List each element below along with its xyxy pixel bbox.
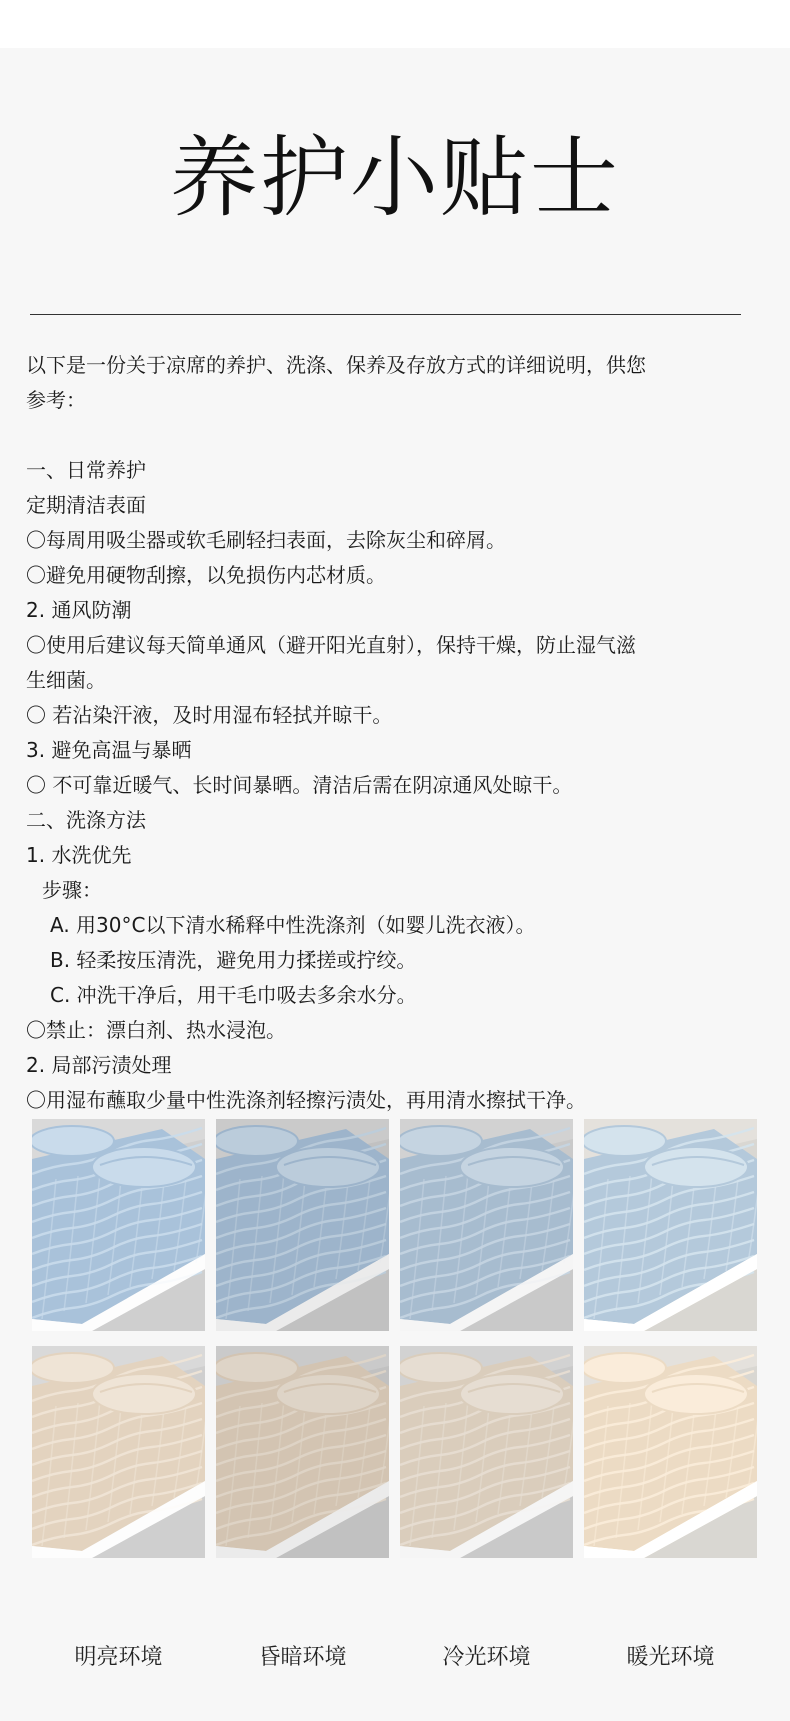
lighting-captions — [32, 1640, 757, 1671]
bed-mat-beige-icon — [216, 1346, 389, 1558]
title-divider — [30, 314, 741, 315]
bullet-item: 〇禁止：漂白剂、热水浸泡。 — [26, 1018, 286, 1042]
bullet-item: 〇 不可靠近暖气、长时间暴晒。清洁后需在阴凉通风处晾干。 — [26, 773, 573, 797]
subheading: 3. 避免高温与暴晒 — [26, 738, 192, 762]
photo-row-blue — [32, 1119, 757, 1331]
photo-row-beige — [32, 1346, 757, 1558]
page-title: 养护小贴士 — [169, 126, 620, 229]
blue-mat-photo — [584, 1119, 757, 1331]
subheading: 2. 局部污渍处理 — [26, 1053, 172, 1077]
caption-warm: 暖光环境 — [626, 1645, 715, 1670]
steps-label: 步骤： — [42, 878, 102, 902]
beige-mat-photo — [216, 1346, 389, 1558]
bed-mat-blue-icon — [400, 1119, 573, 1331]
blue-mat-photo — [400, 1119, 573, 1331]
intro-line: 参考： — [26, 388, 86, 412]
caption-cool: 冷光环境 — [442, 1645, 531, 1670]
bed-mat-beige-icon — [32, 1346, 205, 1558]
bullet-item: 〇避免用硬物刮擦，以免损伤内芯材质。 — [26, 563, 386, 587]
spacer — [26, 418, 756, 453]
subheading: 1. 水洗优先 — [26, 843, 132, 867]
step-item: B. 轻柔按压清洗，避免用力揉搓或拧绞。 — [50, 948, 417, 972]
bullet-item: 〇每周用吸尘器或软毛刷轻扫表面，去除灰尘和碎屑。 — [26, 528, 506, 552]
bed-mat-blue-icon — [32, 1119, 205, 1331]
step-item: C. 冲洗干净后，用干毛巾吸去多余水分。 — [50, 983, 417, 1007]
bed-mat-beige-icon — [400, 1346, 573, 1558]
beige-mat-photo — [400, 1346, 573, 1558]
top-bar — [0, 0, 790, 48]
subheading: 定期清洁表面 — [26, 493, 146, 517]
subheading: 2. 通风防潮 — [26, 598, 132, 622]
bed-mat-beige-icon — [584, 1346, 757, 1558]
step-item: A. 用30°C以下清水稀释中性洗涤剂（如婴儿洗衣液）。 — [50, 913, 536, 937]
beige-mat-photo — [32, 1346, 205, 1558]
caption-bright: 明亮环境 — [74, 1645, 163, 1670]
intro-line: 以下是一份关于凉席的养护、洗涤、保养及存放方式的详细说明，供您 — [26, 353, 646, 377]
bed-mat-blue-icon — [216, 1119, 389, 1331]
bullet-item: 〇使用后建议每天简单通风（避开阳光直射），保持干燥，防止湿气滋 — [26, 633, 636, 657]
caption-dim: 昏暗环境 — [258, 1645, 347, 1670]
beige-mat-photo — [584, 1346, 757, 1558]
blue-mat-photo — [32, 1119, 205, 1331]
section-heading: 二、洗涤方法 — [26, 808, 146, 832]
bullet-item-continued: 生细菌。 — [26, 668, 106, 692]
blue-mat-photo — [216, 1119, 389, 1331]
photo-grid — [32, 1119, 757, 1573]
section-heading: 一、日常养护 — [26, 458, 146, 482]
bed-mat-blue-icon — [584, 1119, 757, 1331]
care-instructions — [26, 348, 756, 1118]
bullet-item: 〇用湿布蘸取少量中性洗涤剂轻擦污渍处，再用清水擦拭干净。 — [26, 1088, 586, 1112]
bullet-item: 〇 若沾染汗液，及时用湿布轻拭并晾干。 — [26, 703, 393, 727]
